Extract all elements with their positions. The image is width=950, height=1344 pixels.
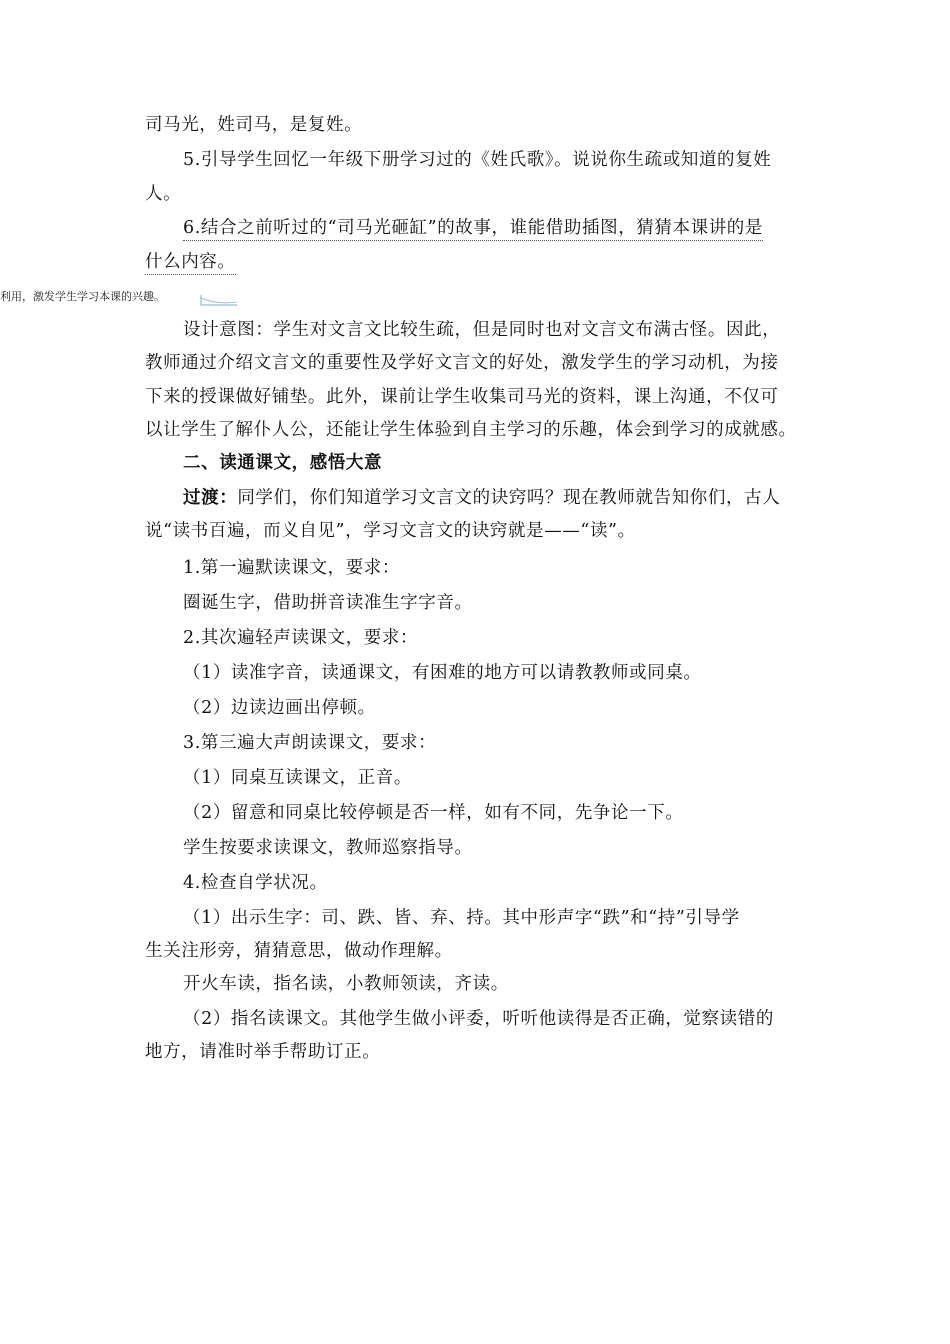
text-line-6: 设计意图：学生对文言文比较生疏，但是同时也对文言文布满古怪。因此，: [183, 320, 781, 340]
text-line-5: [145, 250, 815, 274]
comment-anchor-icon[interactable]: [200, 293, 238, 307]
text-line-2: 5.引导学生回忆一年级下册学习过的《姓氏歌》。说说你生疏或知道的复姓: [183, 150, 772, 170]
transition-text: 同学们，你们知道学习文言文的诀窍吗？现在教师就告知你们，古人: [237, 488, 781, 508]
text-line-27: 地方，请准时举手帮助订正。: [145, 1042, 381, 1062]
text-line-15: 2.其次遍轻声读课文，要求：: [183, 628, 419, 648]
comment-balloon-text[interactable]: 利用，激发学生学习本课的兴趣。: [0, 290, 165, 303]
text-line-4: [183, 216, 815, 240]
text-line-1: 司马光，姓司马，是复姓。: [145, 115, 363, 135]
text-line-9: 以让学生了解仆人公，还能让学生体验到自主学习的乐趣，体会到学习的成就感。: [145, 420, 797, 440]
highlighted-text-2[interactable]: 什么内容。: [145, 252, 236, 275]
text-line-23: （1）出示生字：司、跌、皆、弃、持。其中形声字“跌”和“持”引导学: [183, 908, 740, 928]
text-line-18: 3.第三遍大声朗读课文，要求：: [183, 733, 437, 753]
text-line-19: （1）同桌互读课文，正音。: [183, 768, 412, 788]
transition-label: 过渡：: [183, 488, 238, 508]
text-line-14: 圈诞生字，借助拼音读准生字字音。: [183, 593, 473, 613]
section-heading: 二、读通课文，感悟大意: [183, 453, 383, 473]
text-line-8: 下来的授课做好铺垫。此外，课前让学生收集司马光的资料，课上沟通，不仅可: [145, 387, 779, 407]
text-line-26: （2）指名读课文。其他学生做小评委，听听他读得是否正确，觉察读错的: [183, 1009, 774, 1029]
text-line-16: （1）读准字音，读通课文，有困难的地方可以请教教师或同桌。: [183, 663, 702, 683]
text-line-22: 4.检查自学状况。: [183, 873, 328, 893]
text-line-12: 说“读书百遍，而义自见”，学习文言文的诀窍就是——“读”。: [145, 521, 636, 541]
text-line-25: 开火车读，指名读，小教师领读，齐读。: [183, 974, 509, 994]
text-line-17: （2）边读边画出停顿。: [183, 698, 376, 718]
text-line-3: 人。: [145, 184, 182, 204]
highlighted-text-1[interactable]: 6.结合之前听过的“司马光砸缸”的故事，谁能借助插图，猜猜本课讲的是: [183, 218, 763, 241]
text-line-20: （2）留意和同桌比较停顿是否一样，如有不同，先争论一下。: [183, 803, 684, 823]
text-line-21: 学生按要求读课文，教师巡察指导。: [183, 838, 473, 858]
text-line-11: [183, 486, 815, 510]
text-line-7: 教师通过介绍文言文的重要性及学好文言文的好处，激发学生的学习动机，为接: [145, 353, 779, 373]
text-line-24: 生关注形旁，猜猜意思，做动作理解。: [145, 941, 453, 961]
text-line-13: 1.第一遍默读课文，要求：: [183, 558, 400, 578]
